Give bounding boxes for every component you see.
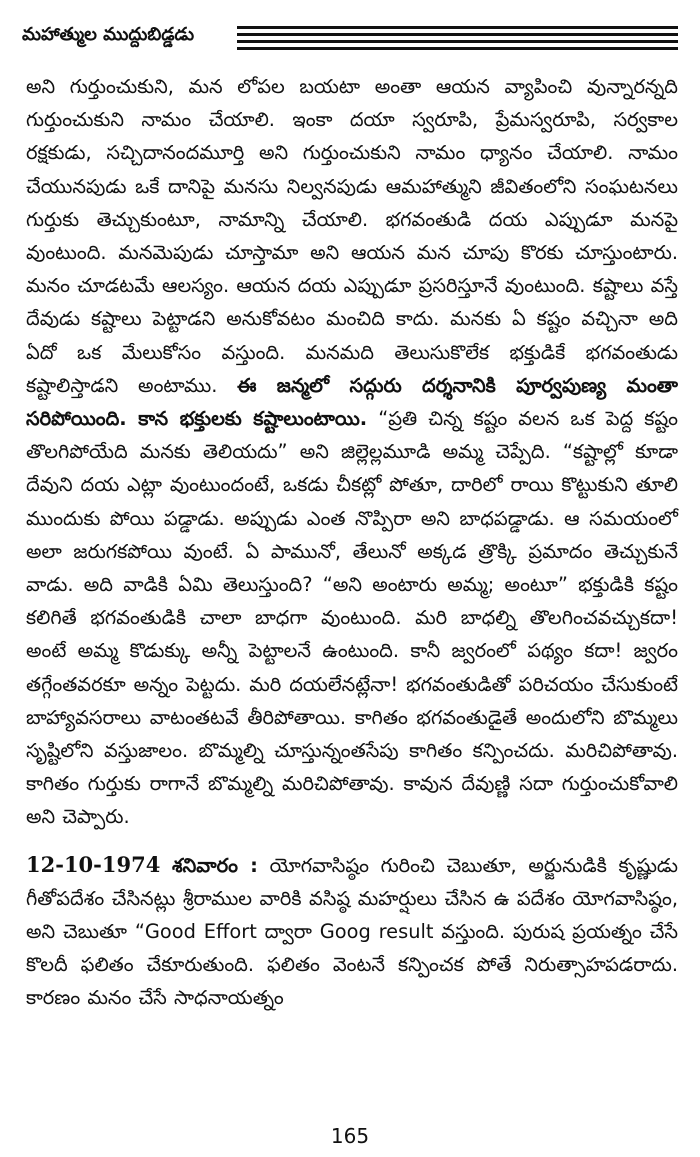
entry-day: శనివారం :: [171, 853, 258, 877]
header-rule: [237, 33, 678, 36]
page-number: 165: [330, 1124, 370, 1148]
header-rule: [237, 47, 678, 50]
header-rule: [237, 26, 678, 29]
header-rule-lines: [237, 26, 678, 54]
paragraph-2: [26, 848, 678, 1015]
running-header: [22, 18, 678, 62]
header-rule: [237, 40, 678, 43]
paragraph-1-bold-text: ఈ జన్మలో సద్గురు దర్శనానికి పూర్వపుణ్య మంతా సరిపోయింది. కాన భక్తులకు కష్టాలుంటాయి.: [26, 373, 678, 431]
paragraph-1-text-a: అని గుర్తుంచుకుని, మన లోపల బయటా అంతా ఆయన వ్యాపించి వున్నారన్నది గుర్తుంచుకుని నామం చేయాలి. ఇంకా దయా స్వరూపి, ప్రేమస్వరూపి, సర్వకాల రక్షకుడు, సచ్చిదానందమూర్తి అని గుర్తుంచుకుని నామం ధ్యానం చేయాలి. నామం చేయునపుడు ఒకే దానిపై మనసు నిల్వనపుడు ఆమహాత్ముని జీవితంలోని సంఘటనలు గుర్తుకు తెచ్చుకుంటూ, నామాన్ని చేయాలి. భగవంతుడి దయ ఎప్పుడూ మనపై వుంటుంది. మనమెపుడు చూస్తామా అని ఆయన మన చూపు కొరకు చూస్తుంటారు. మనం చూడటమే ఆలస్యం. ఆయన దయ ఎప్పుడూ ప్రసరిస్తూనే వుంటుంది. కష్టాలు వస్తే దేవుడు కష్టాలు పెట్టాడని అనుకోవటం మంచిది కాదు. మనకు ఏ కష్టం వచ్చినా అది ఏదో ఒక మేలుకోసం వస్తుంది. మనమది తెలుసుకొలేక భక్తుడికే భగవంతుడు కష్టాలిస్తాడని అంటాము.: [26, 75, 678, 397]
paragraph-2-text: యోగవాసిష్ఠం గురించి చెబుతూ, అర్జునుడికి కృష్ణుడు గీతోపదేశం చేసినట్లు శ్రీరాముల వారికి వసిష్ఠ మహర్షులు చేసిన ఉ పదేశం యోగవాసిష్ఠం, అని చెబుతూ “Good Effort ద్వారా Goog result వస్తుంది. పురుష ప్రయత్నం చేసే కొలదీ ఫలితం చేకూరుతుంది. ఫలితం వెంటనే కన్పించక పోతే నిరుత్సాహపడరాదు. కారణం మనం చేసే సాధనాయత్నం: [26, 853, 678, 1010]
entry-date: 12-10-1974: [26, 851, 161, 877]
paragraph-1-text-b: “ప్రతి చిన్న కష్టం వలన ఒక పెద్ద కష్టం తొలగిపోయేది మనకు తెలియదు” అని జిల్లెల్లమూడి అమ్మ చెప్పేది. “కష్టాల్లో కూడా దేవుని దయ ఎట్లా వుంటుందంటే, ఒకడు చీకట్లో పోతూ, దారిలో రాయి కొట్టుకుని తూలి ముందుకు పోయి పడ్డాడు. అప్పుడు ఎంత నొప్పిరా అని బాధపడ్డాడు. ఆ సమయంలో అలా జరుగకపోయి వుంటే. ఏ పామునో, తేలునో అక్కడ త్రొక్కి ప్రమాదం తెచ్చుకునే వాడు. అది వాడికి ఏమి తెలుస్తుంది? “అని అంటారు అమ్మ; అంటూ” భక్తుడికి కష్టం కలిగితే భగవంతుడికి చాలా బాధగా వుంటుంది. మరి బాధల్ని తొలగించవచ్చుకదా! అంటే అమ్మ కొడుక్కు అన్నీ పెట్టాలనే ఉంటుంది. కానీ జ్వరంలో పథ్యం కదా! జ్వరం తగ్గేంతవరకూ అన్నం పెట్టదు. మరి దయలేనట్లేనా! భగవంతుడితో పరిచయం చేసుకుంటే బాహ్యావసరాలు వాటంతటవే తీరిపోతాయి. కాగితం భగవంతుడైతే అందులోని బొమ్మలు సృష్టిలోని వస్తుజాలం. బొమ్మల్ని చూస్తున్నంతసేపు కాగితం కన్పించదు. మరిచిపోతావు. కాగితం గుర్తుకు రాగానే బొమ్మల్ని మరిచిపోతావు. కావున దేవుణ్ణి సదా గుర్తుంచుకోవాలి అని చెప్పారు.: [26, 407, 679, 829]
book-title: మహాత్ముల ముద్దుబిడ్డడు: [22, 24, 195, 45]
page-body: [26, 70, 678, 1015]
paragraph-1: [26, 70, 678, 834]
